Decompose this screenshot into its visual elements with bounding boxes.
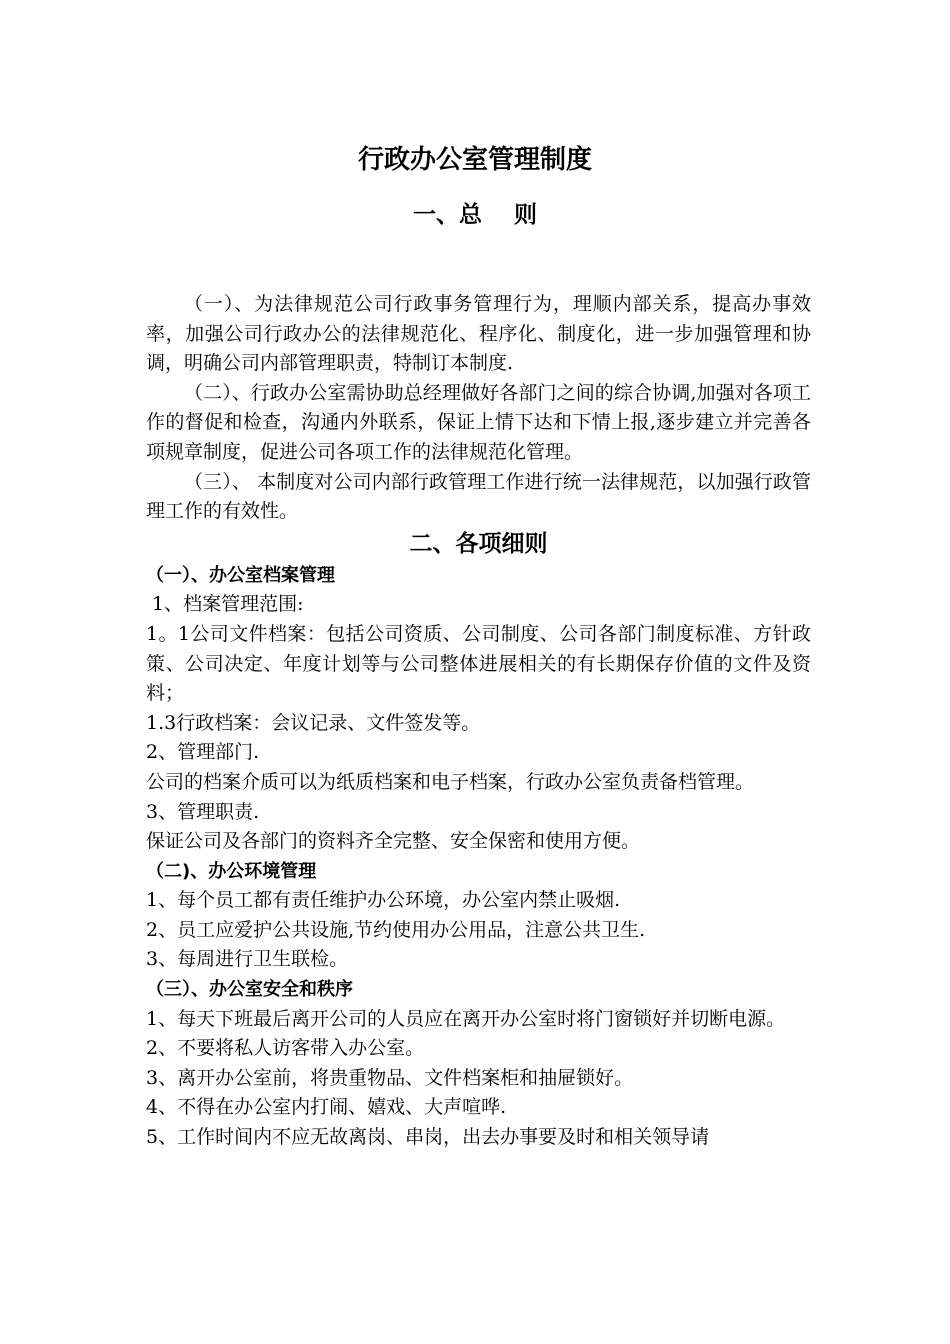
subsection-heading-security: （三）、办公室安全和秩序 <box>146 979 353 1001</box>
environment-line: 1、每个员工都有责任维护办公环境，办公室内禁止吸烟. <box>146 889 621 912</box>
archives-line: 1.3行政档案：会议记录、文件签发等。 <box>146 711 481 734</box>
archives-line: 保证公司及各部门的资料齐全完整、安全保密和使用方便。 <box>146 830 641 853</box>
general-paragraph: （一）、为法律规范公司行政事务管理行为，理顺内部关系，提高办事效率，加强公司行政办公的法律规范化、程序化、制度化，进一步加强管理和协调，明确公司内部管理职责，特制订本制度. <box>146 293 811 375</box>
subsection-heading-environment: （二)、办公环境管理 <box>146 860 317 882</box>
general-paragraph: （二）、行政办公室需协助总经理做好各部门之间的综合协调,加强对各项工作的督促和检查，沟通内外联系，保证上情下达和下情上报,逐步建立并完善各项规章制度，促进公司各项工作的法律规范化管理。 <box>146 381 811 463</box>
security-line: 2、不要将私人访客带入办公室。 <box>146 1037 425 1060</box>
environment-line: 3、每周进行卫生联检。 <box>146 948 349 971</box>
document-body <box>146 290 811 1153</box>
environment-line: 2、员工应爱护公共设施,节约使用办公用品，注意公共卫生. <box>146 918 646 941</box>
section-heading-general: 一、总 则 <box>412 202 538 228</box>
archives-line: 2、管理部门. <box>146 741 260 764</box>
document-title: 行政办公室管理制度 <box>357 145 592 175</box>
archives-line: 1。1公司文件档案：包括公司资质、公司制度、公司各部门制度标准、方针政策、公司决定、年度计划等与公司整体进展相关的有长期保存价值的文件及资料； <box>146 622 811 705</box>
general-paragraph: （三）、 本制度对公司内部行政管理工作进行统一法律规范，以加强行政管理工作的有效性。 <box>146 470 811 523</box>
subsection-heading-archives: （一）、办公室档案管理 <box>146 564 335 586</box>
archives-line: 1、档案管理范围: <box>146 593 304 616</box>
security-line: 3、离开办公室前，将贵重物品、文件档案柜和抽屉锁好。 <box>146 1066 634 1089</box>
security-line: 4、不得在办公室内打闹、嬉戏、大声喧哗. <box>146 1096 507 1119</box>
archives-line: 3、管理职责. <box>146 800 260 823</box>
security-line: 1、每天下班最后离开公司的人员应在离开办公室时将门窗锁好并切断电源。 <box>146 1007 786 1030</box>
security-line: 5、工作时间内不应无故离岗、串岗，出去办事要及时和相关领导请 <box>146 1126 710 1149</box>
section-heading-rules: 二、各项细则 <box>409 530 548 557</box>
archives-line: 公司的档案介质可以为纸质档案和电子档案，行政办公室负责备档管理。 <box>146 770 755 793</box>
